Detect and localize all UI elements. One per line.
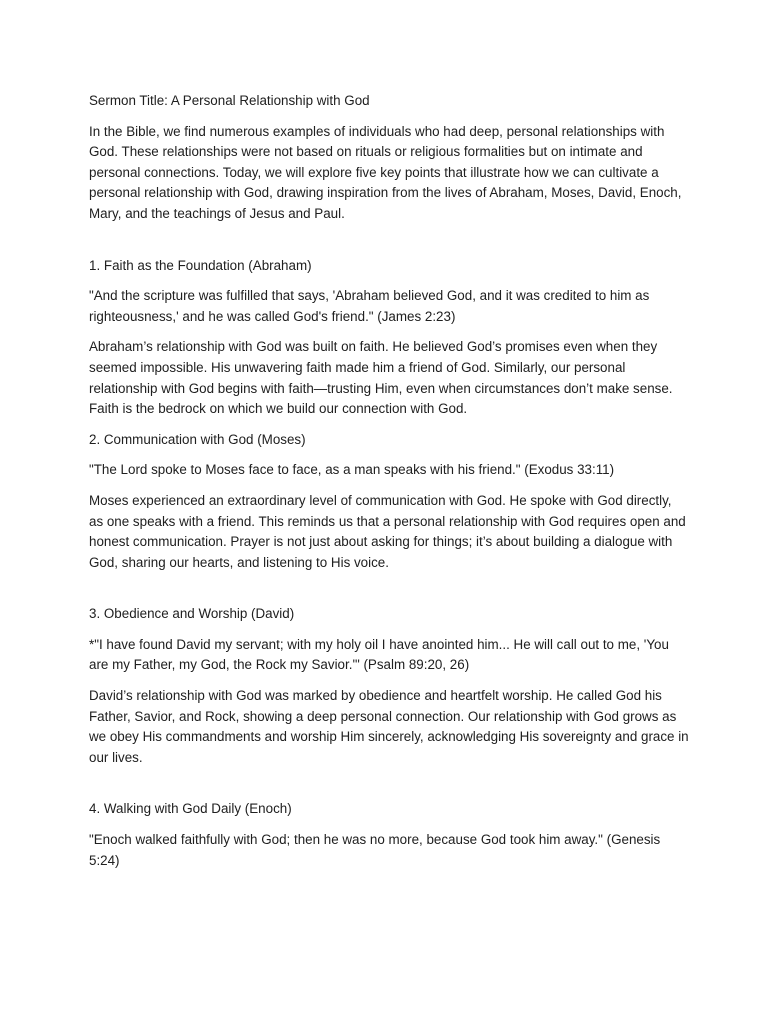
scripture-quote: "Enoch walked faithfully with God; then he was no more, because God took him away." (Genesis 5:24)	[89, 832, 661, 868]
scripture-quote: "The Lord spoke to Moses face to face, as a man speaks with his friend." (Exodus 33:11)	[89, 462, 615, 478]
document-page	[89, 91, 689, 881]
spacer	[89, 235, 689, 256]
section-faith	[89, 256, 689, 420]
spacer	[89, 583, 689, 604]
section-body: Abraham’s relationship with God was built on faith. He believed God’s promises even when they seemed impossible. His unwavering faith made him a friend of God. Similarly, our personal relationship with God begins with faith—trusting Him, even when circumstances don’t make sense. Faith is the bedrock on which we build our connection with God.	[89, 339, 673, 417]
section-heading: 3. Obedience and Worship (David)	[89, 606, 295, 622]
section-heading: 4. Walking with God Daily (Enoch)	[89, 801, 292, 817]
scripture-quote: "And the scripture was fulfilled that says, 'Abraham believed God, and it was credited to him as righteousness,' and he was called God's friend." (James 2:23)	[89, 288, 650, 324]
scripture-quote: *"I have found David my servant; with my holy oil I have anointed him... He will call out to me, 'You are my Father, my God, the Rock my Savior.'" (Psalm 89:20, 26)	[89, 636, 669, 673]
section-walking	[89, 799, 689, 871]
section-heading: 1. Faith as the Foundation (Abraham)	[89, 257, 312, 273]
section-body: Moses experienced an extraordinary level of communication with God. He spoke with God directly, as one speaks with a friend. This reminds us that a personal relationship with God requires open and honest communication. Prayer is not just about asking for things; it’s about building a dialogue with God, sharing our hearts, and listening to His voice.	[89, 492, 686, 570]
section-body: David’s relationship with God was marked by obedience and heartfelt worship. He called God his Father, Savior, and Rock, showing a deep personal connection. Our relationship with God grows as we obey His commandments and worship Him sincerely, acknowledging His sovereignty and grace in our lives.	[89, 688, 689, 765]
intro-paragraph: In the Bible, we find numerous examples of individuals who had deep, personal relationships with God. These relationships were not based on rituals or religious formalities but on intimate and personal connections. Today, we will explore five key points that illustrate how we can cultivate a personal relationship with God, drawing inspiration from the lives of Abraham, Moses, David, Enoch, Mary, and the teachings of Jesus and Paul.	[89, 123, 682, 221]
spacer	[89, 778, 689, 799]
section-communication	[89, 430, 689, 574]
section-obedience	[89, 604, 689, 768]
sermon-title: Sermon Title: A Personal Relationship with God	[89, 93, 370, 108]
section-heading: 2. Communication with God (Moses)	[89, 431, 306, 447]
